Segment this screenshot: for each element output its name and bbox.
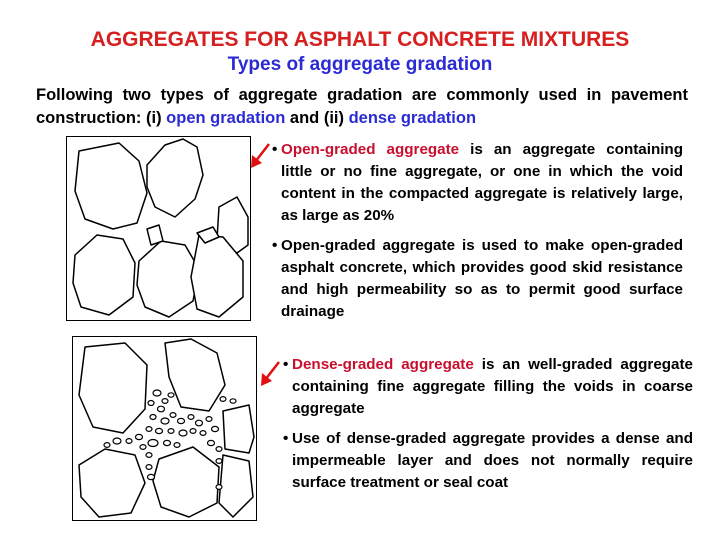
open-graded-term: Open-graded aggregate [281, 141, 460, 158]
open-bullet-1-text: is an aggregate containing little or no fine aggregate, or one in which the void content in the compacted aggregate is relatively large, as large as 20% [281, 141, 683, 224]
dense-bullet-1-text: is an well-graded aggregate containing fine aggregate filling the voids in coarse aggregate [292, 356, 693, 417]
dense-bullet-2-text: Use of dense-graded aggregate provides a dense and impermeable layer and does not normally require surface treatment or seal coat [292, 430, 693, 491]
bullet-dot: • [272, 141, 278, 158]
bullet-dot: • [283, 430, 289, 447]
page-subtitle: Types of aggregate gradation [227, 54, 493, 75]
open-bullet-2 [272, 235, 683, 323]
open-graded-particles [67, 137, 250, 320]
dense-bullet-1 [283, 354, 693, 420]
open-bullet-1 [272, 139, 683, 227]
intro-paragraph [36, 84, 688, 130]
arrow-open-icon [249, 142, 271, 168]
dense-graded-diagram [72, 336, 257, 521]
arrow-dense-icon [259, 360, 281, 386]
page-title: AGGREGATES FOR ASPHALT CONCRETE MIXTURES [90, 28, 630, 51]
dense-graded-term: Dense-graded aggregate [292, 356, 474, 373]
dense-graded-particles [73, 337, 256, 520]
bullet-dot: • [283, 356, 289, 373]
intro-text-before: Following two types of aggregate gradation are commonly used in pavement construction: (i) [36, 86, 688, 127]
dense-bullet-2 [283, 428, 693, 494]
open-bullet-2-text: Open-graded aggregate is used to make open-graded asphalt concrete, which provides good skid resistance and high permeability so as to permit good surface drainage [281, 237, 683, 320]
open-gradation-term: open gradation [166, 109, 286, 127]
open-graded-diagram [66, 136, 251, 321]
dense-gradation-term: dense gradation [348, 109, 477, 127]
bullet-dot: • [272, 237, 278, 254]
intro-text-middle: and (ii) [285, 109, 349, 127]
